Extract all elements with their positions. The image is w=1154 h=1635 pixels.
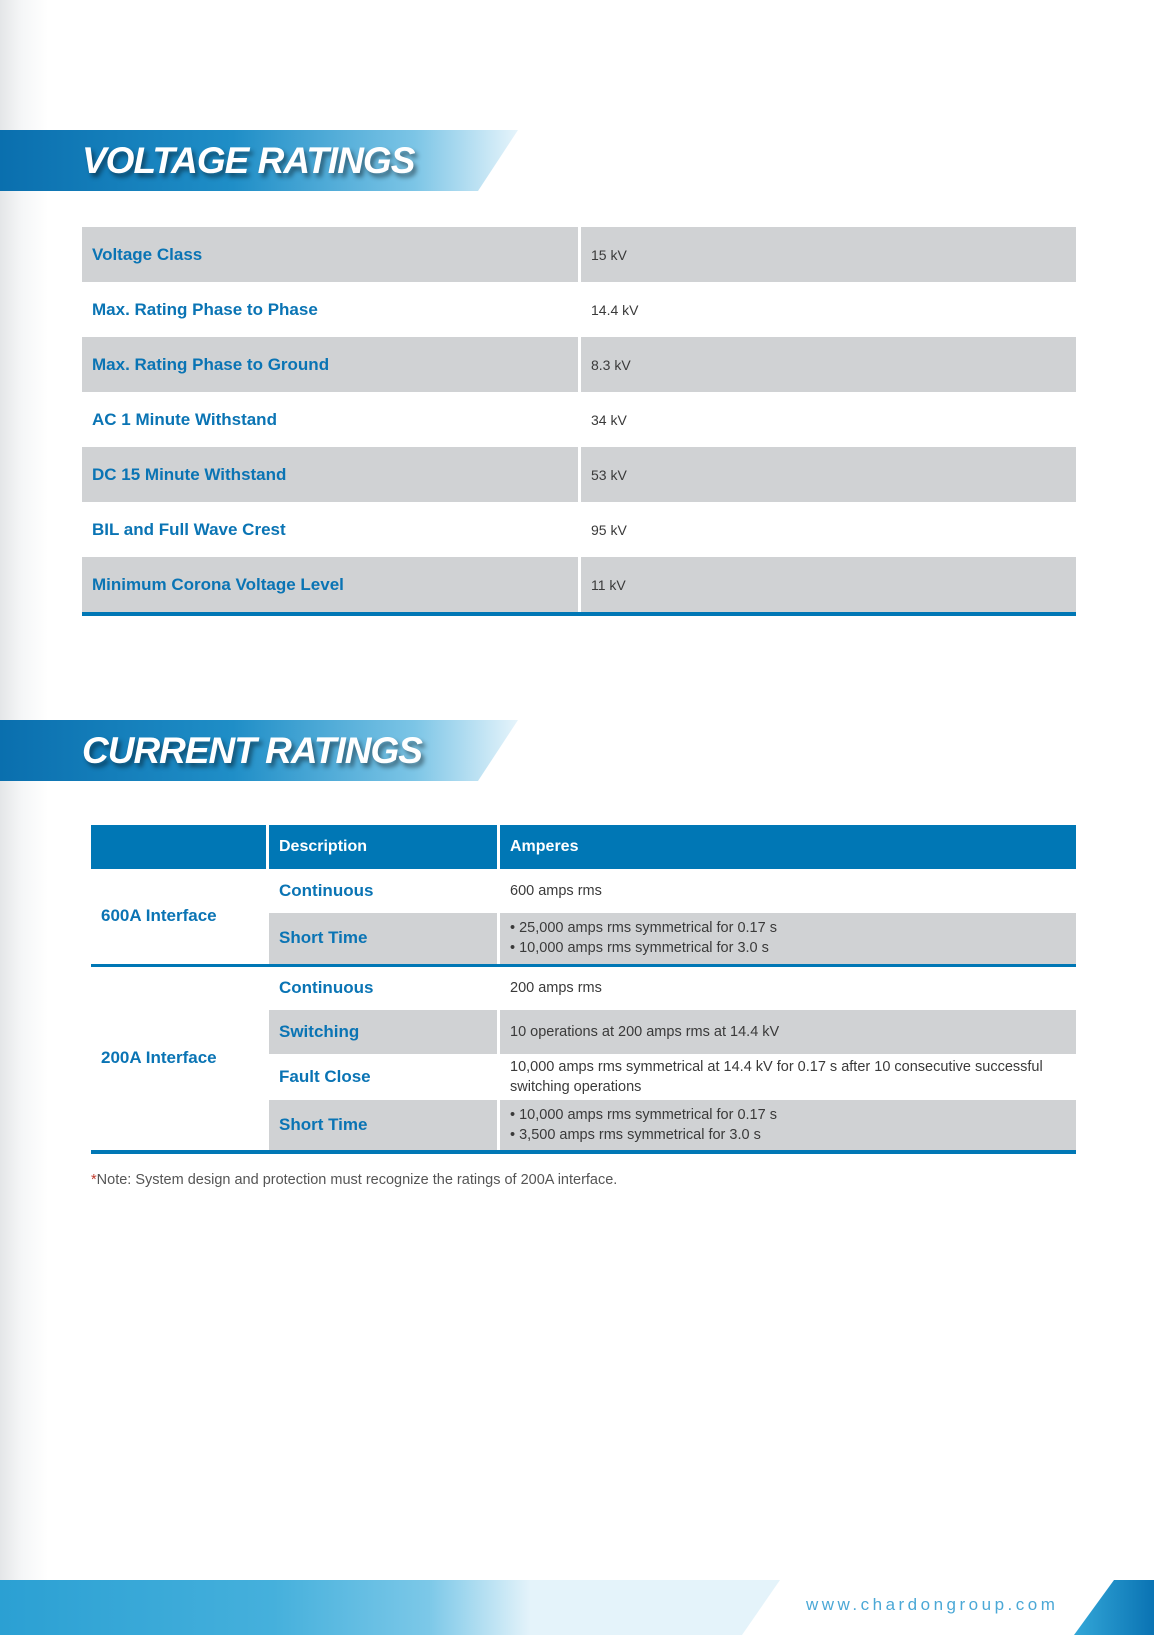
voltage-row-value: 8.3 kV — [580, 337, 1077, 392]
interface-label: 200A Interface — [91, 965, 268, 1152]
voltage-row — [82, 447, 1076, 502]
voltage-row-value: 15 kV — [580, 227, 1077, 282]
voltage-row-value: 53 kV — [580, 447, 1077, 502]
header-amperes: Amperes — [499, 825, 1077, 869]
voltage-row-label: Max. Rating Phase to Ground — [82, 337, 580, 392]
current-row-description: Switching — [268, 1010, 499, 1054]
amperes-line: 600 amps rms — [510, 883, 602, 899]
voltage-row-label: Voltage Class — [82, 227, 580, 282]
voltage-row — [82, 337, 1076, 392]
voltage-row — [82, 282, 1076, 337]
amperes-line: • 10,000 amps rms symmetrical for 3.0 s — [510, 940, 769, 957]
voltage-ratings-table — [82, 227, 1076, 616]
voltage-row-label: DC 15 Minute Withstand — [82, 447, 580, 502]
current-row-amperes — [499, 965, 1077, 1010]
voltage-row-label: AC 1 Minute Withstand — [82, 392, 580, 447]
voltage-row-value: 34 kV — [591, 411, 627, 428]
current-ratings-banner — [0, 720, 518, 781]
voltage-row-value: 14.4 kV — [591, 301, 639, 318]
current-ratings-title: CURRENT RATINGS — [82, 730, 422, 771]
voltage-row-label: BIL and Full Wave Crest — [82, 502, 580, 557]
current-row — [91, 965, 1076, 1010]
current-row-description: Continuous — [268, 869, 499, 913]
amperes-line: 10,000 amps rms symmetrical at 14.4 kV for 0.17 s after 10 consecutive successful switching operations — [510, 1059, 1043, 1095]
current-row-amperes — [499, 913, 1077, 965]
voltage-ratings-banner — [0, 130, 518, 191]
voltage-row-label: Minimum Corona Voltage Level — [82, 557, 580, 614]
current-row-description: Fault Close — [268, 1054, 499, 1100]
current-row-amperes — [499, 1054, 1077, 1100]
current-row-amperes — [499, 1010, 1077, 1054]
footnote-marker: * — [91, 1172, 97, 1188]
amperes-line: • 25,000 amps rms symmetrical for 0.17 s — [510, 920, 777, 937]
current-row-amperes — [499, 869, 1077, 913]
amperes-line: 200 amps rms — [510, 980, 602, 997]
voltage-row — [82, 557, 1076, 614]
current-row — [91, 869, 1076, 913]
header-interface — [91, 825, 268, 869]
voltage-row — [82, 502, 1076, 557]
header-description: Description — [268, 825, 499, 869]
current-ratings-table — [91, 825, 1076, 1154]
voltage-row-value: 95 kV — [591, 521, 627, 538]
interface-label: 600A Interface — [91, 869, 268, 965]
current-table-header-row — [91, 825, 1076, 869]
website-url[interactable]: www.chardongroup.com — [806, 1595, 1059, 1614]
current-row-amperes — [499, 1100, 1077, 1152]
footnote — [91, 1172, 617, 1188]
voltage-row-label: Max. Rating Phase to Phase — [82, 282, 580, 337]
page-edge-shade — [0, 0, 48, 1635]
current-row-description: Short Time — [268, 1100, 499, 1152]
footnote-text: Note: System design and protection must recognize the ratings of 200A interface. — [96, 1172, 618, 1188]
amperes-line: • 3,500 amps rms symmetrical for 3.0 s — [510, 1127, 761, 1143]
current-row-description: Continuous — [268, 965, 499, 1010]
amperes-line: • 10,000 amps rms symmetrical for 0.17 s — [510, 1107, 777, 1123]
voltage-row — [82, 227, 1076, 282]
current-row-description: Short Time — [268, 913, 499, 965]
amperes-line: 10 operations at 200 amps rms at 14.4 kV — [510, 1024, 780, 1040]
footer-bar — [0, 1580, 1154, 1635]
voltage-row-value: 11 kV — [580, 557, 1077, 614]
voltage-ratings-title: VOLTAGE RATINGS — [82, 140, 415, 181]
voltage-row — [82, 392, 1076, 447]
